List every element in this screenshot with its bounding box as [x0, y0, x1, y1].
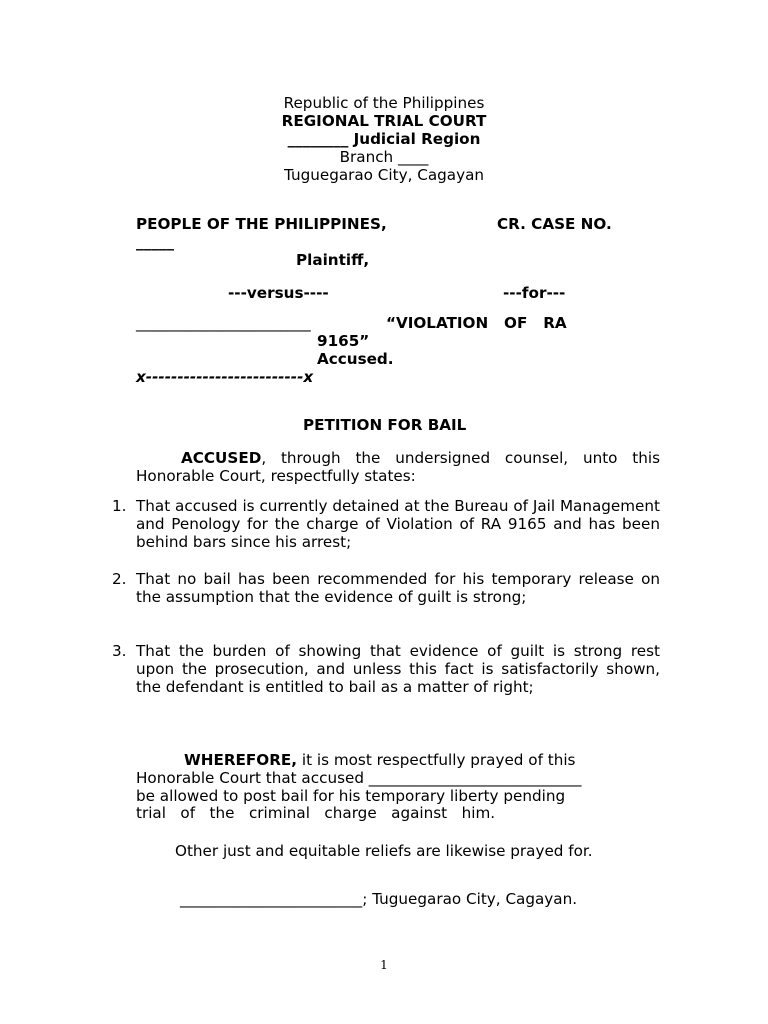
item-3-text: That the burden of showing that evidence of guilt is strong rest upon the prosecution, and unless this fact is satisfactorily shown, the defendant is entitled to bail as a matter of right; [136, 642, 660, 696]
place-date-line [180, 890, 577, 908]
plaintiff-name: PEOPLE OF THE PHILIPPINES, [136, 215, 387, 233]
header-court: REGIONAL TRIAL COURT [281, 112, 487, 130]
item-2-text: That no bail has been recommended for his temporary release on the assumption that the evidence of guilt is strong; [136, 570, 660, 606]
intro-paragraph [136, 449, 660, 485]
item-2-number: 2. [112, 570, 127, 588]
caption-separator: x-------------------------x [136, 368, 314, 386]
wherefore-line-2-text: Honorable Court that accused [136, 769, 369, 787]
page-number: 1 [380, 958, 388, 972]
header-region: ________ Judicial Region [287, 130, 481, 148]
wherefore-line-2 [136, 769, 581, 787]
wherefore-line-3: be allowed to post bail for his temporary liberty pending [136, 787, 566, 805]
header-republic: Republic of the Philippines [283, 94, 485, 112]
case-number-label: CR. CASE NO. [497, 215, 612, 233]
date-blank: ________________________ [180, 890, 363, 908]
header-city: Tuguegarao City, Cagayan [283, 166, 485, 184]
wherefore-line-1 [184, 751, 575, 769]
for-label: ---for--- [503, 284, 566, 302]
item-1-text: That accused is currently detained at the Bureau of Jail Management and Penology for the charge of Violation of RA 9165 and has been behind bars since his arrest; [136, 497, 660, 551]
intro-lead: ACCUSED [181, 449, 262, 467]
wherefore-line-1-text: it is most respectfully prayed of this [297, 751, 576, 769]
plaintiff-label: Plaintiff, [296, 251, 370, 269]
charge-violation: “VIOLATION OF RA [386, 314, 567, 332]
document-title: PETITION FOR BAIL [303, 416, 467, 434]
header-branch: Branch ____ [339, 148, 429, 166]
wherefore-lead: WHEREFORE, [184, 751, 298, 769]
wherefore-line-4: trial of the criminal charge against him. [136, 804, 496, 822]
case-number-blank: _____ [136, 233, 174, 251]
item-1-number: 1. [112, 497, 127, 515]
accused-name-blank-2: ____________________________ [368, 769, 582, 787]
place-text: ; Tuguegarao City, Cagayan. [362, 890, 578, 908]
intro-text: , through the undersigned counsel, unto this Honorable Court, respectfully states: [136, 449, 660, 485]
accused-name-blank: _______________________ [136, 314, 311, 332]
versus-label: ---versus---- [228, 284, 329, 302]
accused-label: Accused. [317, 350, 394, 368]
charge-ra-number: 9165” [317, 332, 370, 350]
other-reliefs: Other just and equitable reliefs are likewise prayed for. [175, 842, 593, 860]
item-3-number: 3. [112, 642, 127, 660]
